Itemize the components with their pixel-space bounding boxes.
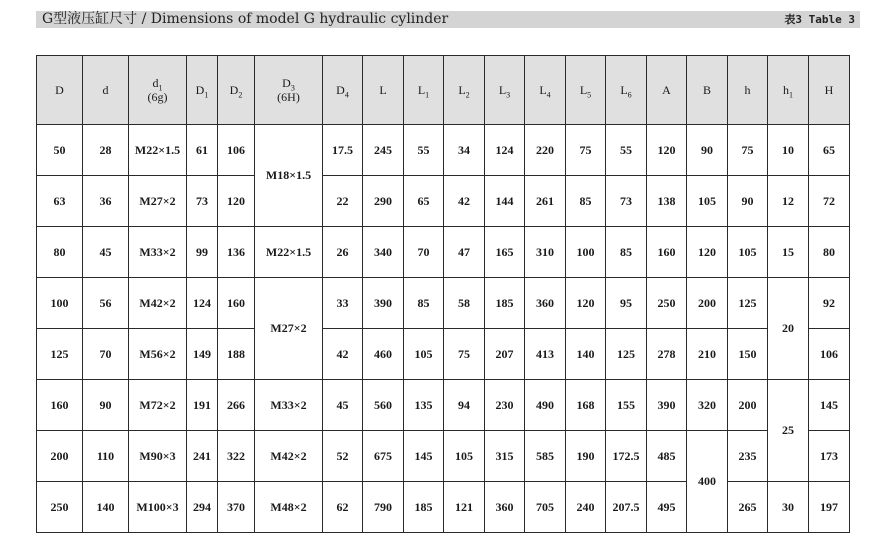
cell-D4: 22 [323, 176, 363, 227]
cell-d: 140 [83, 482, 129, 533]
cell-L1: 145 [404, 431, 444, 482]
cell-D1: 149 [187, 329, 218, 380]
cell-d: 70 [83, 329, 129, 380]
cell-D1: 241 [187, 431, 218, 482]
cell-L3: 315 [485, 431, 525, 482]
cell-L4: 310 [525, 227, 566, 278]
cell-d1: M90×3 [129, 431, 187, 482]
title-bar [36, 11, 860, 28]
cell-d: 28 [83, 125, 129, 176]
cell-L6: 207.5 [606, 482, 647, 533]
table-row [37, 431, 850, 482]
cell-L4: 705 [525, 482, 566, 533]
cell-d: 90 [83, 380, 129, 431]
cell-L1: 105 [404, 329, 444, 380]
header-H: H [809, 56, 850, 125]
cell-H: 145 [809, 380, 850, 431]
header-h1: $h_1$ [768, 56, 809, 125]
cell-D: 100 [37, 278, 83, 329]
cell-d1: M56×2 [129, 329, 187, 380]
cell-L: 790 [363, 482, 404, 533]
cell-A: 390 [647, 380, 687, 431]
cell-D2: 188 [218, 329, 255, 380]
cell-L5: 75 [566, 125, 606, 176]
header-A: A [647, 56, 687, 125]
cell-D4: 26 [323, 227, 363, 278]
cell-D3: M48×2 [255, 482, 323, 533]
cell-B: 105 [687, 176, 728, 227]
cell-L1: 185 [404, 482, 444, 533]
cell-D2: 136 [218, 227, 255, 278]
cell-D2: 370 [218, 482, 255, 533]
header-B: B [687, 56, 728, 125]
header-d: d [83, 56, 129, 125]
cell-D4: 52 [323, 431, 363, 482]
header-L: L [363, 56, 404, 125]
cell-D2: 106 [218, 125, 255, 176]
cell-L5: 120 [566, 278, 606, 329]
cell-D: 160 [37, 380, 83, 431]
cell-L4: 261 [525, 176, 566, 227]
cell-D: 80 [37, 227, 83, 278]
cell-L3: 207 [485, 329, 525, 380]
cell-L1: 135 [404, 380, 444, 431]
cell-h1: 15 [768, 227, 809, 278]
cell-d1: M42×2 [129, 278, 187, 329]
cell-L5: 100 [566, 227, 606, 278]
cell-B: 90 [687, 125, 728, 176]
cell-H: 65 [809, 125, 850, 176]
cell-L3: 185 [485, 278, 525, 329]
cell-D4: 17.5 [323, 125, 363, 176]
cell-L2: 94 [444, 380, 485, 431]
cell-D2: 120 [218, 176, 255, 227]
cell-L6: 125 [606, 329, 647, 380]
cell-L6: 95 [606, 278, 647, 329]
table-row [37, 227, 850, 278]
cell-A: 485 [647, 431, 687, 482]
dimensions-table [36, 55, 850, 533]
header-L4: $L_4$ [525, 56, 566, 125]
header-L5: $L_5$ [566, 56, 606, 125]
cell-D: 63 [37, 176, 83, 227]
header-L3: $L_3$ [485, 56, 525, 125]
cell-L: 560 [363, 380, 404, 431]
table-row [37, 125, 850, 176]
cell-L2: 121 [444, 482, 485, 533]
cell-L4: 490 [525, 380, 566, 431]
header-D1: $D_1$ [187, 56, 218, 125]
cell-D4: 45 [323, 380, 363, 431]
cell-A: 138 [647, 176, 687, 227]
header-h: h [728, 56, 768, 125]
cell-L3: 144 [485, 176, 525, 227]
cell-h: 125 [728, 278, 768, 329]
cell-B: 320 [687, 380, 728, 431]
header-L2: $L_2$ [444, 56, 485, 125]
cell-h1: 25 [768, 380, 809, 482]
cell-D4: 42 [323, 329, 363, 380]
cell-h: 150 [728, 329, 768, 380]
cell-d1: M27×2 [129, 176, 187, 227]
cell-h1: 12 [768, 176, 809, 227]
cell-D: 200 [37, 431, 83, 482]
cell-L2: 105 [444, 431, 485, 482]
cell-h1: 30 [768, 482, 809, 533]
cell-D: 50 [37, 125, 83, 176]
cell-L: 460 [363, 329, 404, 380]
cell-L: 290 [363, 176, 404, 227]
cell-A: 160 [647, 227, 687, 278]
cell-H: 106 [809, 329, 850, 380]
cell-L4: 585 [525, 431, 566, 482]
table-row [37, 380, 850, 431]
cell-D2: 266 [218, 380, 255, 431]
cell-H: 197 [809, 482, 850, 533]
cell-L2: 34 [444, 125, 485, 176]
header-D2: $D_2$ [218, 56, 255, 125]
cell-D2: 160 [218, 278, 255, 329]
cell-L5: 168 [566, 380, 606, 431]
cell-L3: 360 [485, 482, 525, 533]
cell-L2: 75 [444, 329, 485, 380]
cell-D3: M33×2 [255, 380, 323, 431]
cell-h: 75 [728, 125, 768, 176]
cell-L3: 230 [485, 380, 525, 431]
cell-h: 90 [728, 176, 768, 227]
cell-D1: 73 [187, 176, 218, 227]
cell-D2: 322 [218, 431, 255, 482]
cell-D1: 294 [187, 482, 218, 533]
cell-L5: 85 [566, 176, 606, 227]
cell-d1: M72×2 [129, 380, 187, 431]
cell-d1: M100×3 [129, 482, 187, 533]
cell-D1: 61 [187, 125, 218, 176]
cell-h: 265 [728, 482, 768, 533]
cell-D4: 62 [323, 482, 363, 533]
cell-L2: 58 [444, 278, 485, 329]
cell-h1: 20 [768, 278, 809, 380]
cell-h: 105 [728, 227, 768, 278]
cell-L4: 360 [525, 278, 566, 329]
cell-L6: 172.5 [606, 431, 647, 482]
cell-L: 245 [363, 125, 404, 176]
table-row [37, 278, 850, 329]
cell-L: 390 [363, 278, 404, 329]
header-row [37, 56, 850, 125]
cell-h: 235 [728, 431, 768, 482]
cell-A: 250 [647, 278, 687, 329]
cell-L1: 85 [404, 278, 444, 329]
cell-L6: 73 [606, 176, 647, 227]
cell-D1: 124 [187, 278, 218, 329]
cell-B: 200 [687, 278, 728, 329]
cell-d: 56 [83, 278, 129, 329]
cell-L: 340 [363, 227, 404, 278]
cell-H: 72 [809, 176, 850, 227]
cell-B: 120 [687, 227, 728, 278]
cell-D: 125 [37, 329, 83, 380]
cell-L2: 42 [444, 176, 485, 227]
cell-L5: 140 [566, 329, 606, 380]
cell-d: 110 [83, 431, 129, 482]
cell-d1: M22×1.5 [129, 125, 187, 176]
table-row [37, 176, 850, 227]
cell-d: 36 [83, 176, 129, 227]
cell-L3: 124 [485, 125, 525, 176]
cell-D3: M22×1.5 [255, 227, 323, 278]
cell-d1: M33×2 [129, 227, 187, 278]
cell-D1: 191 [187, 380, 218, 431]
cell-L: 675 [363, 431, 404, 482]
cell-L1: 65 [404, 176, 444, 227]
header-D3: $D_3$ (6H) [255, 56, 323, 125]
cell-A: 120 [647, 125, 687, 176]
cell-D3: M18×1.5 [255, 125, 323, 227]
cell-d: 45 [83, 227, 129, 278]
cell-B: 210 [687, 329, 728, 380]
cell-L3: 165 [485, 227, 525, 278]
header-L1: $L_1$ [404, 56, 444, 125]
cell-L6: 85 [606, 227, 647, 278]
table-title: G型液压缸尺寸 / Dimensions of model G hydraulic cylinder [42, 11, 449, 27]
cell-h: 200 [728, 380, 768, 431]
cell-L1: 70 [404, 227, 444, 278]
cell-L1: 55 [404, 125, 444, 176]
cell-D: 250 [37, 482, 83, 533]
cell-H: 92 [809, 278, 850, 329]
table-row [37, 482, 850, 533]
table-number: 表3 Table 3 [784, 13, 855, 26]
cell-A: 495 [647, 482, 687, 533]
cell-L6: 55 [606, 125, 647, 176]
cell-H: 173 [809, 431, 850, 482]
cell-D3: M27×2 [255, 278, 323, 380]
cell-L4: 220 [525, 125, 566, 176]
header-L6: $L_6$ [606, 56, 647, 125]
cell-L2: 47 [444, 227, 485, 278]
cell-L5: 240 [566, 482, 606, 533]
cell-L4: 413 [525, 329, 566, 380]
header-d1: $d_1$ (6g) [129, 56, 187, 125]
table-row [37, 329, 850, 380]
cell-L6: 155 [606, 380, 647, 431]
cell-D4: 33 [323, 278, 363, 329]
cell-D1: 99 [187, 227, 218, 278]
cell-h1: 10 [768, 125, 809, 176]
cell-A: 278 [647, 329, 687, 380]
header-D: D [37, 56, 83, 125]
cell-D3: M42×2 [255, 431, 323, 482]
cell-L5: 190 [566, 431, 606, 482]
cell-B: 400 [687, 431, 728, 533]
cell-H: 80 [809, 227, 850, 278]
header-D4: $D_4$ [323, 56, 363, 125]
